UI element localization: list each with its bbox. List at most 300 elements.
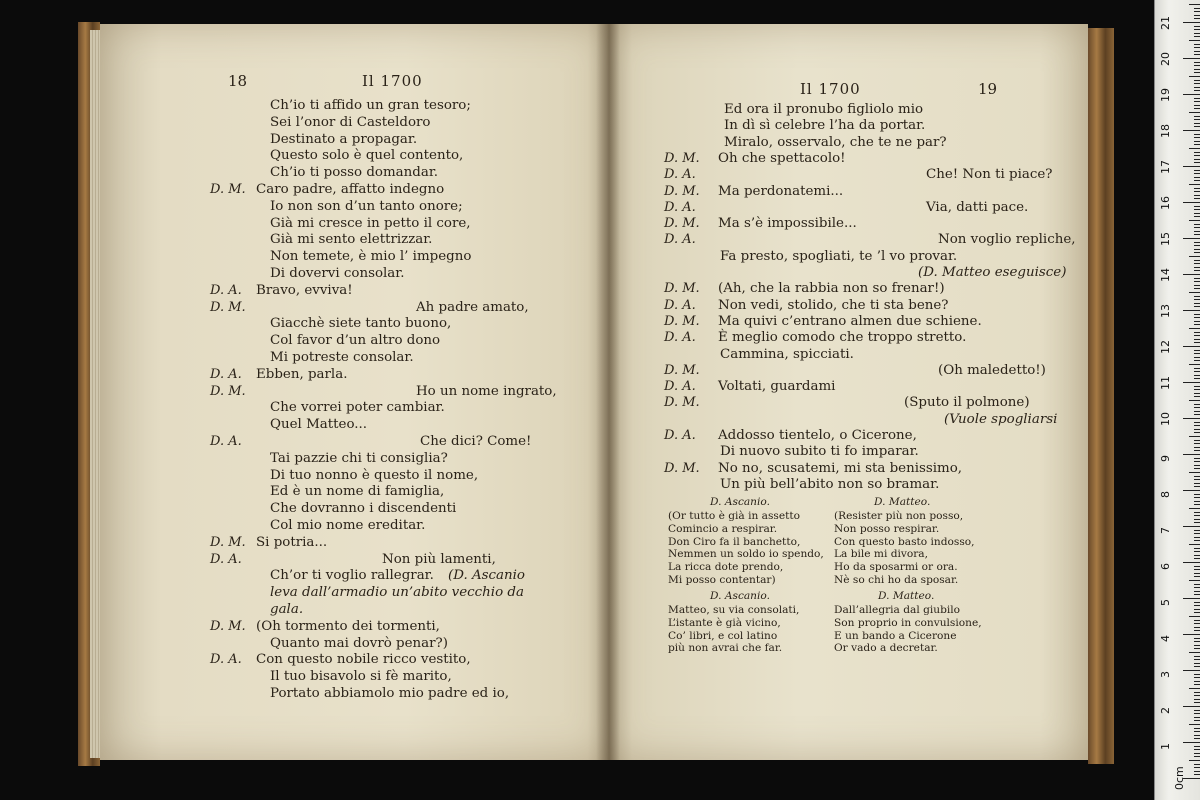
ruler-mark-label: 17 [1159,160,1172,174]
ruler-tick [1194,530,1200,531]
ruler-tick [1194,497,1200,498]
ruler-tick [1183,166,1200,167]
ruler-tick [1189,40,1200,41]
ruler-tick [1194,339,1200,340]
ruler-tick [1194,288,1200,289]
ruler-tick [1194,656,1200,657]
ruler-tick [1194,587,1200,588]
ruler-tick [1183,346,1200,347]
left-running-title: Il 1700 [362,72,423,90]
ruler-tick [1194,692,1200,693]
left-text-line: Destinato a propagar. [270,131,418,147]
right-speaker-label: D. A. [664,379,696,395]
duet-right-head-2: D. Matteo. [878,590,935,602]
duet-line: Son proprio in convulsione, [834,616,982,629]
left-text-line: Col mio nome ereditar. [270,518,426,533]
ruler-tick [1194,677,1200,678]
ruler-tick [1194,357,1200,358]
ruler-tick [1194,627,1200,628]
ruler-tick [1194,44,1200,45]
ruler-tick [1194,267,1200,268]
ruler-tick [1194,123,1200,124]
right-cover-edge [1088,28,1114,764]
ruler-tick [1189,184,1200,185]
ruler-tick [1194,90,1200,91]
ruler-tick [1194,483,1200,484]
duet-line: Dall’allegria dal giubilo [834,604,961,616]
ruler-tick [1194,623,1200,624]
right-text-line: Voltati, guardami [718,379,836,395]
ruler-tick [1189,724,1200,725]
ruler-tick [1183,526,1200,527]
ruler-tick [1194,350,1200,351]
right-text-line: (Sputo il polmone) [904,395,1030,411]
ruler-tick [1183,742,1200,743]
ruler-tick [1194,152,1200,153]
ruler-tick [1194,335,1200,336]
ruler-tick [1189,508,1200,509]
left-text-line: Col favor d’un altro dono [270,333,441,349]
ruler-unit-label: 0cm [1173,766,1186,790]
left-speaker-label: D. A. [210,366,242,382]
ruler-tick [1194,522,1200,523]
ruler-tick [1183,238,1200,239]
duet-line: (Or tutto è già in assetto [668,510,801,522]
ruler-tick [1194,666,1200,667]
ruler-mark-label: 2 [1159,707,1172,714]
ruler-tick [1194,180,1200,181]
ruler-tick [1194,512,1200,513]
ruler-tick [1194,72,1200,73]
left-text-line: Ch’io ti affido un gran tesoro; [270,98,471,113]
right-text-line: (Oh maledetto!) [938,362,1046,378]
left-text-line: Che vorrei poter cambiar. [270,400,445,416]
right-text-line: Via, datti pace. [926,199,1029,215]
ruler-tick [1194,612,1200,613]
ruler-tick [1194,425,1200,426]
right-text-line: (Ah, che la rabbia non so frenar!) [718,281,945,297]
right-speaker-label: D. A. [664,167,696,183]
ruler-tick [1194,540,1200,541]
duet-line: Ho da sposarmi or ora. [834,561,958,574]
ruler-tick [1189,148,1200,149]
ruler-tick [1194,731,1200,732]
ruler-tick [1194,378,1200,379]
left-text-line: leva dall’armadio un’abito vecchio da [270,585,524,601]
ruler-tick [1194,285,1200,286]
ruler-tick [1194,728,1200,729]
left-text-line: Ch’io ti posso domandar. [270,165,439,181]
ruler-tick [1194,216,1200,217]
ruler-tick [1194,609,1200,610]
left-speaker-label: D. M. [210,383,246,399]
ruler-mark-label: 3 [1159,671,1172,678]
left-speaker-label: D. A. [210,652,242,668]
ruler-tick [1183,22,1200,23]
ruler-tick [1194,638,1200,639]
ruler-tick [1194,422,1200,423]
ruler-tick [1194,173,1200,174]
ruler-tick [1194,371,1200,372]
ruler-tick [1194,684,1200,685]
ruler-tick [1194,414,1200,415]
ruler-tick [1194,375,1200,376]
right-text-line: Un più bell’abito non so bramar. [720,476,940,492]
ruler-tick [1194,555,1200,556]
measurement-ruler [1154,0,1200,800]
left-text-line: Quanto mai dovrò penar?) [270,635,448,651]
duet-line: La bile mi divora, [834,548,928,561]
ruler-tick [1194,720,1200,721]
ruler-tick [1194,65,1200,66]
ruler-tick [1194,36,1200,37]
ruler-tick [1194,299,1200,300]
ruler-tick [1189,688,1200,689]
ruler-tick [1194,746,1200,747]
ruler-tick [1194,321,1200,322]
ruler-tick [1194,242,1200,243]
right-text-line: No no, scusatemi, mi sta benissimo, [718,460,963,476]
ruler-tick [1194,576,1200,577]
ruler-tick [1194,342,1200,343]
right-text-line: (Vuole spogliarsi [944,411,1058,427]
ruler-mark-label: 18 [1159,124,1172,138]
right-page-number: 19 [978,80,998,98]
duet-left-head-2: D. Ascanio. [710,590,770,602]
ruler-tick [1194,98,1200,99]
left-text-line: Di tuo nonno è questo il nome, [270,467,479,483]
ruler-mark-label: 8 [1159,491,1172,498]
ruler-tick [1194,108,1200,109]
ruler-tick [1194,231,1200,232]
ruler-tick [1189,112,1200,113]
duet-line: Non posso respirar. [834,522,940,535]
right-text-line: Fa presto, spogliati, te ’l vo provar. [720,248,958,264]
left-text-line: Questo solo è quel contento, [270,148,464,164]
right-speaker-label: D. A. [664,428,696,443]
ruler-tick [1183,202,1200,203]
ruler-mark-label: 5 [1159,599,1172,606]
ruler-tick [1183,634,1200,635]
ruler-tick [1194,605,1200,606]
ruler-tick [1194,15,1200,16]
left-text-line: Il tuo bisavolo si fè marito, [270,669,452,685]
ruler-tick [1194,594,1200,595]
ruler-tick [1194,479,1200,480]
ruler-tick [1183,670,1200,671]
ruler-tick [1194,198,1200,199]
ruler-tick [1194,566,1200,567]
duet-line: L’istante è già vicino, [668,616,781,629]
ruler-mark-label: 13 [1159,304,1172,318]
ruler-tick [1194,227,1200,228]
left-text-line: Caro padre, affatto indegno [256,182,445,197]
ruler-tick [1194,602,1200,603]
ruler-mark-label: 14 [1159,268,1172,282]
right-text-line: Che! Non ti piace? [926,167,1053,183]
ruler-tick [1194,119,1200,120]
ruler-tick [1194,702,1200,703]
ruler-tick [1194,263,1200,264]
ruler-tick [1194,191,1200,192]
ruler-tick [1183,382,1200,383]
ruler-tick [1194,551,1200,552]
left-text-line: Portato abbiamolo mio padre ed io, [270,686,510,701]
ruler-tick [1194,443,1200,444]
ruler-tick [1194,710,1200,711]
ruler-tick [1189,292,1200,293]
right-text-line: Cammina, spicciati. [720,346,854,362]
duet-right-head: D. Matteo. [874,496,931,508]
ruler-tick [1194,306,1200,307]
ruler-tick [1189,328,1200,329]
ruler-tick [1194,764,1200,765]
ruler-mark-label: 1 [1159,743,1172,750]
ruler-tick [1194,353,1200,354]
left-text-line: Che dici? Come! [420,434,532,449]
left-text-line: Ho un nome ingrato, [416,383,557,399]
ruler-tick [1194,101,1200,102]
ruler-tick [1194,206,1200,207]
ruler-mark-label: 9 [1159,455,1172,462]
right-speaker-label: D. M. [664,460,700,476]
ruler-tick [1194,533,1200,534]
ruler-tick [1194,641,1200,642]
ruler-tick [1189,652,1200,653]
ruler-mark-label: 10 [1159,412,1172,426]
left-text-line: Ah padre amato, [416,299,529,315]
duet-line: E un bando a Cicerone [834,629,957,642]
ruler-tick [1194,134,1200,135]
ruler-tick [1189,76,1200,77]
duet-line: Or vado a decretar. [834,642,938,655]
ruler-tick [1194,537,1200,538]
ruler-tick [1194,26,1200,27]
ruler-tick [1194,332,1200,333]
right-speaker-label: D. A. [664,199,696,215]
ruler-tick [1194,494,1200,495]
ruler-tick [1194,584,1200,585]
left-text-line: Tai pazzie chi ti consiglia? [270,450,448,466]
ruler-tick [1194,695,1200,696]
ruler-tick [1194,411,1200,412]
ruler-tick [1194,281,1200,282]
ruler-tick [1194,155,1200,156]
ruler-tick [1194,11,1200,12]
ruler-tick [1183,562,1200,563]
duet-line: La ricca dote prendo, [668,561,784,574]
right-text-line: Ma perdonatemi... [718,183,844,199]
right-speaker-label: D. A. [664,232,696,248]
ruler-tick [1194,735,1200,736]
right-text-line: Ma s’è impossibile... [718,216,857,232]
ruler-tick [1194,51,1200,52]
ruler-tick [1194,141,1200,142]
ruler-tick [1194,389,1200,390]
duet-line: Comincio a respirar. [668,522,778,535]
duet-line: più non avrai che far. [668,642,783,655]
ruler-tick [1183,274,1200,275]
left-speaker-label: D. M. [210,534,246,550]
ruler-tick [1183,310,1200,311]
ruler-tick [1194,767,1200,768]
ruler-tick [1194,303,1200,304]
ruler-mark-label: 16 [1159,196,1172,210]
ruler-tick [1194,468,1200,469]
ruler-tick [1189,472,1200,473]
ruler-tick [1194,224,1200,225]
left-text-line: (Oh tormento dei tormenti, [256,618,440,634]
ruler-tick [1183,130,1200,131]
right-text-line: Ed ora il pronubo figliolo mio [724,102,924,117]
right-speaker-label: D. M. [664,216,700,232]
ruler-tick [1194,360,1200,361]
left-text-line: Sei l’onor di Casteldoro [270,114,431,130]
ruler-tick [1194,407,1200,408]
right-text-line: È meglio comodo che troppo stretto. [718,330,967,346]
duet-line: Nè so chi ho da sposar. [834,574,959,586]
duet-line: (Resister più non posso, [834,510,964,522]
right-running-title: Il 1700 [800,80,861,98]
right-page [608,24,1088,760]
ruler-tick [1194,458,1200,459]
right-speaker-label: D. M. [664,313,700,329]
left-text-line: Di dovervi consolar. [270,266,405,281]
ruler-tick [1183,58,1200,59]
left-text-line: Ch’or ti voglio rallegrar. [270,568,434,584]
ruler-mark-label: 11 [1159,376,1172,390]
ruler-tick [1194,18,1200,19]
ruler-tick [1194,713,1200,714]
book [78,18,1118,770]
ruler-tick [1194,450,1200,451]
ruler-tick [1194,504,1200,505]
ruler-tick [1194,432,1200,433]
ruler-tick [1189,580,1200,581]
ruler-tick [1194,245,1200,246]
ruler-mark-label: 4 [1159,635,1172,642]
ruler-tick [1194,569,1200,570]
ruler-tick [1194,159,1200,160]
right-text-line: Addosso tientelo, o Cicerone, [718,428,917,443]
ruler-tick [1194,54,1200,55]
ruler-tick [1194,62,1200,63]
ruler-mark-label: 21 [1159,16,1172,30]
left-text-line: Io non son d’un tanto onore; [270,198,463,214]
ruler-tick [1194,756,1200,757]
right-text-line: Oh che spettacolo! [718,150,846,166]
duet-line: Co’ libri, e col latino [668,629,778,642]
ruler-tick [1194,717,1200,718]
ruler-tick [1194,270,1200,271]
ruler-tick [1194,396,1200,397]
duet-line: Don Ciro fa il banchetto, [668,535,801,548]
ruler-tick [1194,630,1200,631]
ruler-tick [1183,490,1200,491]
left-page [100,24,608,760]
ruler-tick [1194,476,1200,477]
ruler-tick [1189,4,1200,5]
ruler-tick [1194,116,1200,117]
ruler-tick [1194,324,1200,325]
ruler-tick [1194,213,1200,214]
ruler-tick [1194,404,1200,405]
left-stage-direction: (D. Ascanio [448,568,525,584]
left-text-line: Mi potreste consolar. [270,350,414,365]
ruler-tick [1194,69,1200,70]
ruler-tick [1194,170,1200,171]
ruler-tick [1194,87,1200,88]
left-text-line: Bravo, evviva! [256,282,353,298]
ruler-tick [1194,620,1200,621]
ruler-tick [1194,663,1200,664]
ruler-tick [1194,749,1200,750]
ruler-tick [1189,364,1200,365]
ruler-tick [1194,314,1200,315]
left-speaker-label: D. M. [210,299,246,315]
ruler-tick [1194,162,1200,163]
ruler-tick [1194,645,1200,646]
ruler-tick [1189,220,1200,221]
duet-left-head: D. Ascanio. [710,496,770,508]
ruler-mark-label: 6 [1159,563,1172,570]
left-speaker-label: D. A. [210,551,242,567]
left-text-line: Già mi sento elettrizzar. [270,232,433,248]
ruler-tick [1183,418,1200,419]
left-text-line: Non temete, è mio l’ impegno [270,249,472,265]
ruler-tick [1194,144,1200,145]
ruler-tick [1183,598,1200,599]
ruler-tick [1194,317,1200,318]
right-speaker-label: D. M. [664,395,700,411]
ruler-tick [1194,558,1200,559]
left-text-line: Che dovranno i discendenti [270,501,457,517]
ruler-tick [1194,440,1200,441]
left-speaker-label: D. A. [210,282,242,298]
left-text-line: Quel Matteo... [270,417,368,433]
ruler-tick [1189,616,1200,617]
left-text-line: Giacchè siete tanto buono, [270,316,452,332]
ruler-tick [1189,256,1200,257]
ruler-tick [1183,706,1200,707]
right-speaker-label: D. A. [664,297,696,313]
ruler-tick [1194,774,1200,775]
ruler-tick [1194,368,1200,369]
ruler-tick [1194,8,1200,9]
right-speaker-label: D. M. [664,362,700,378]
ruler-tick [1194,195,1200,196]
right-text-line: Ma quivi c’entrano almen due schiene. [718,313,982,329]
right-speaker-label: D. M. [664,183,700,199]
ruler-tick [1194,126,1200,127]
ruler-tick [1194,648,1200,649]
duet-line: Matteo, su via consolati, [668,604,800,616]
left-speaker-label: D. A. [210,434,242,449]
ruler-tick [1194,753,1200,754]
ruler-tick [1189,400,1200,401]
ruler-tick [1194,461,1200,462]
ruler-tick [1194,486,1200,487]
ruler-tick [1194,252,1200,253]
left-text-line: gala. [270,602,304,617]
left-speaker-label: D. M. [210,618,246,634]
ruler-tick [1183,454,1200,455]
ruler-tick [1194,278,1200,279]
ruler-tick [1194,29,1200,30]
ruler-tick [1194,234,1200,235]
ruler-tick [1194,738,1200,739]
left-speaker-label: D. M. [210,182,246,197]
